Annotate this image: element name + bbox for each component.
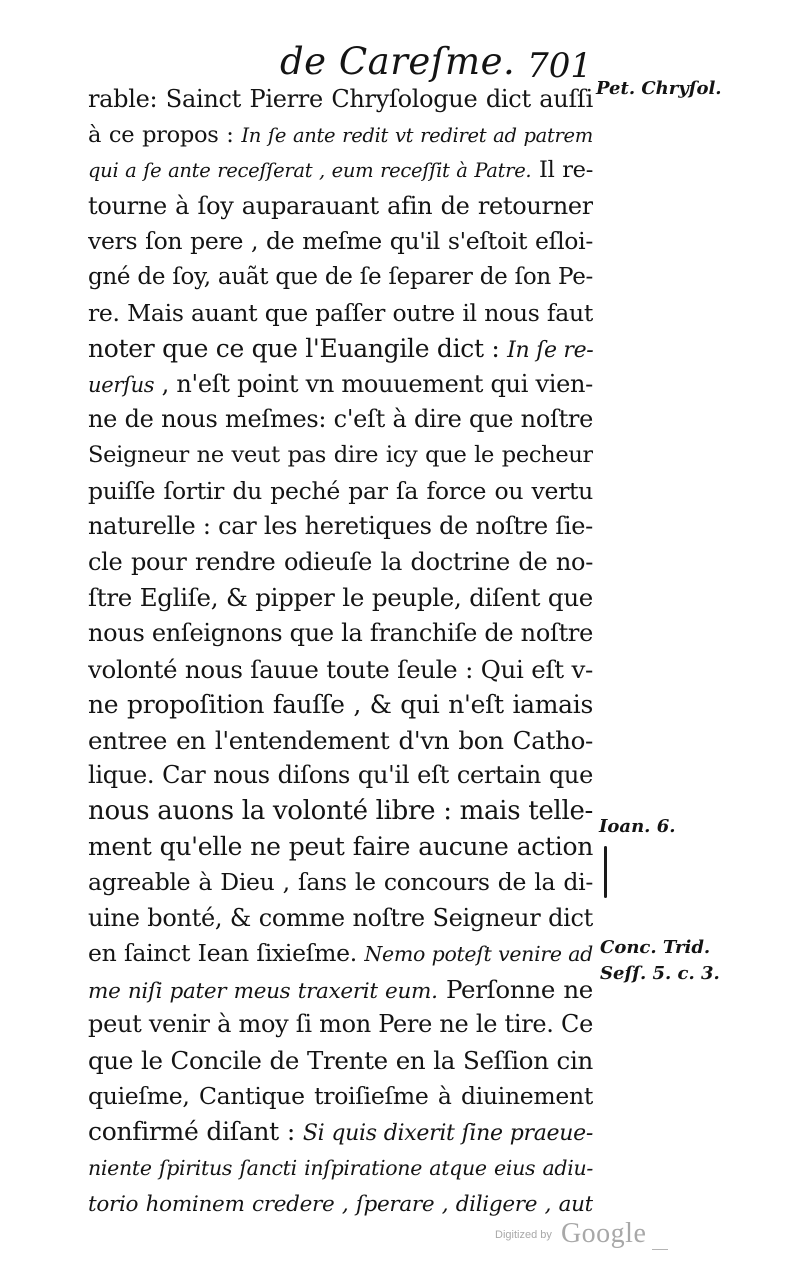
text-segment: agreable à Dieu , ſans le concours de la di- [88,868,593,897]
margin-bracket [604,846,607,898]
text-segment: ne de nous meſmes: c'eſt à dire que noſtre [88,405,593,434]
text-line [88,1043,593,1079]
text-line [88,1114,593,1150]
text-line [88,438,593,474]
text-line [88,616,593,652]
text-segment: re. Mais auant que paſſer outre il nous faut [88,298,593,327]
text-line [88,580,593,616]
text-segment: vers ſon pere , de meſme qu'il s'eſtoit eſloi- [88,227,593,256]
running-title: de Careſme. [280,40,516,83]
footer-rule [652,1249,668,1250]
page-header [250,40,600,88]
text-segment: ſtre Egliſe, & pipper le peuple, diſent que [88,583,593,613]
digitized-watermark [495,1218,646,1250]
margin-note-chrysologue: Pet. Chryſol. [596,78,722,99]
text-line [88,82,593,118]
text-segment: ne propoſition fauſſe , & qui n'eſt iamais [88,690,593,720]
text-segment: tourne à ſoy auparauant afin de retourner [88,191,593,220]
italic-quote: In ſe re- [507,338,593,364]
text-line [88,545,593,581]
margin-note-council-line-1: Conc. Trid. [600,937,711,958]
text-segment: Seigneur ne veut pas dire icy que le pecheur [88,441,593,468]
margin-note-council [600,935,720,987]
italic-quote: torio hominem credere , ſperare , diligere , aut [88,1192,593,1218]
text-line [88,652,593,688]
text-line [88,474,593,510]
page-number: 701 [527,46,592,86]
google-logo: Google [560,1218,647,1249]
text-line [88,118,593,154]
text-segment: uine bonté, & comme noſtre Seigneur dict [88,903,593,932]
digitized-label: Digitized by [495,1229,552,1241]
text-line [88,829,593,865]
text-line [88,723,593,759]
text-line [88,260,593,296]
text-segment: noter que ce que l'Euangile dict : [88,334,508,364]
text-segment: , n'eſt point vn mouuement qui vien- [154,369,593,398]
text-line [88,901,593,937]
text-segment: volonté nous ſauue toute ſeule : Qui eſt v- [88,654,593,684]
text-segment: Perſonne ne [437,974,593,1004]
text-line [88,687,593,723]
body-text [88,82,593,1221]
text-segment: en ſainct Iean ſixieſme. [88,939,365,968]
text-segment: que le Concile de Trente en la Seſſion cin [88,1046,593,1076]
text-line [88,1150,593,1186]
italic-quote: Si quis dixerit ſine praeue- [302,1121,593,1147]
text-line [88,224,593,260]
text-segment: quieſme, Cantique troiſieſme à diuinement [88,1081,593,1110]
text-line [88,402,593,438]
text-line [88,1007,593,1043]
text-segment: gné de ſoy, auãt que de ſe ſeparer de ſon Pe- [88,263,593,290]
text-line [88,189,593,225]
text-segment: confirmé diſant : [88,1117,303,1147]
text-segment: entree en l'entendement d'vn bon Catho- [88,725,593,755]
text-line [88,367,593,403]
text-line [88,331,593,367]
text-segment: Il re- [531,157,593,184]
text-line [88,153,593,189]
italic-quote: Nemo poteſt venire ad [364,942,593,967]
italic-quote: In ſe ante redit vt rediret ad patrem [241,123,593,147]
italic-quote: uerſus [88,372,155,397]
text-segment: nous auons la volonté libre : mais telle- [88,795,593,826]
text-line [88,509,593,545]
text-segment: puiſſe ſortir du peché par ſa force ou vertu [88,476,593,505]
text-segment: nous enſeignons que la franchiſe de noſtre [88,618,593,647]
text-line [88,1079,593,1115]
text-segment: lique. Car nous diſons qu'il eſt certain que [88,761,593,790]
text-line [88,1185,593,1221]
text-segment: cle pour rendre odieuſe la doctrine de no- [88,547,593,576]
italic-quote: me niſi pater meus traxerit eum. [88,978,438,1004]
margin-note-john: Ioan. 6. [599,816,676,837]
text-segment: peut venir à moy ſi mon Pere ne le tire. Ce [88,1010,593,1039]
margin-note-council-line-2: Seſſ. 5. c. 3. [600,963,720,984]
text-line [88,758,593,794]
italic-quote: niente ſpiritus ſancti inſpiratione atque eius adiu- [88,1155,593,1180]
text-segment: à ce propos : [88,121,242,148]
text-segment: ment qu'elle ne peut faire aucune action [88,832,593,862]
text-line [88,794,593,830]
text-line [88,972,593,1008]
text-segment: naturelle : car les heretiques de noſtre ſie- [88,512,593,541]
text-line [88,865,593,901]
italic-quote: qui a ſe ante receſſerat , eum receſſit à Patre. [88,159,532,183]
text-line [88,936,593,972]
text-line [88,296,593,332]
text-segment: rable: Sainct Pierre Chryſologue dict auſſi [88,85,593,113]
